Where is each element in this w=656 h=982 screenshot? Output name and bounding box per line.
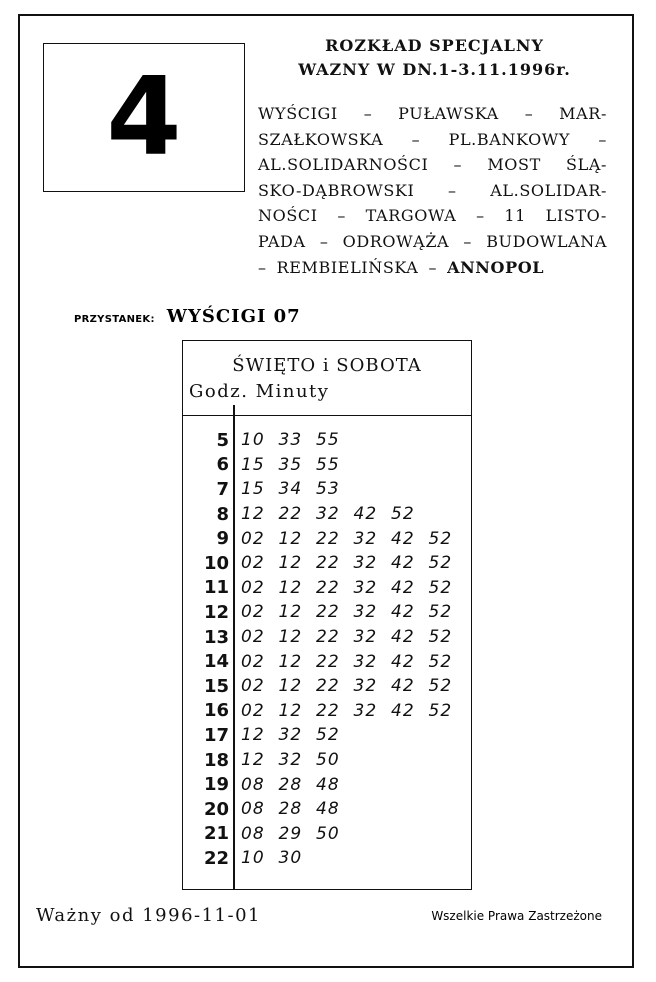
minute-value: 48 bbox=[316, 774, 340, 795]
minute-value: 42 bbox=[391, 651, 415, 672]
minute-value: 10 bbox=[241, 848, 265, 869]
route-word: – bbox=[428, 257, 438, 277]
hour-cell: 6 bbox=[216, 454, 229, 476]
minute-value: 02 bbox=[241, 651, 265, 672]
minute-value: 10 bbox=[241, 430, 265, 451]
timetable bbox=[182, 340, 472, 890]
stop-label: PRZYSTANEK: bbox=[74, 314, 155, 325]
minute-value: 22 bbox=[316, 627, 340, 648]
route-word: – bbox=[453, 155, 463, 175]
schedule-header bbox=[262, 34, 607, 82]
hour-cell: 7 bbox=[216, 478, 229, 500]
route-word: NOŚCI bbox=[258, 206, 318, 226]
minute-value: 32 bbox=[353, 651, 378, 672]
route-word: 11 bbox=[504, 206, 526, 226]
minute-value: 52 bbox=[428, 577, 453, 598]
minute-value: 22 bbox=[316, 528, 340, 549]
timetable-rows bbox=[183, 428, 471, 871]
route-word: SZAŁKOWSKA bbox=[258, 129, 384, 149]
minute-value: 42 bbox=[391, 676, 415, 697]
timetable-header bbox=[183, 341, 471, 416]
columns-label: Godz. Minuty bbox=[189, 381, 330, 402]
route-word: ODROWĄŻA bbox=[342, 231, 450, 251]
minute-value: 52 bbox=[428, 627, 453, 648]
hour-cell: 11 bbox=[203, 577, 229, 599]
rights-notice: Wszelkie Prawa Zastrzeżone bbox=[431, 909, 602, 923]
table-row bbox=[183, 477, 471, 502]
table-row bbox=[183, 576, 471, 601]
minute-value: 32 bbox=[353, 676, 378, 697]
table-row bbox=[183, 649, 471, 674]
minutes-cell bbox=[241, 750, 354, 770]
minute-value: 08 bbox=[241, 799, 265, 820]
minute-value: 29 bbox=[278, 823, 303, 844]
valid-from: Ważny od 1996-11-01 bbox=[36, 905, 261, 926]
table-row bbox=[183, 453, 471, 478]
minute-value: 32 bbox=[353, 528, 378, 549]
minute-value: 08 bbox=[241, 823, 265, 844]
minute-value: 53 bbox=[316, 479, 340, 500]
minute-value: 55 bbox=[316, 454, 340, 475]
minute-value: 30 bbox=[278, 848, 303, 869]
minute-value: 02 bbox=[241, 577, 265, 598]
minute-value: 12 bbox=[241, 504, 265, 525]
minute-value: 32 bbox=[278, 750, 303, 771]
table-row bbox=[183, 797, 471, 822]
route-word: AL.SOLIDAR- bbox=[490, 180, 607, 200]
route-word: MOST bbox=[487, 155, 541, 175]
minutes-cell bbox=[241, 529, 466, 549]
minute-value: 52 bbox=[428, 528, 453, 549]
minute-value: 22 bbox=[316, 676, 340, 697]
table-row bbox=[183, 502, 471, 527]
route-line bbox=[258, 127, 607, 153]
route-word: BUDOWLANA bbox=[486, 231, 607, 251]
minute-value: 32 bbox=[316, 504, 340, 525]
minute-value: 12 bbox=[278, 700, 303, 721]
minute-value: 12 bbox=[278, 602, 303, 623]
minutes-cell bbox=[241, 775, 354, 795]
minute-value: 52 bbox=[428, 700, 453, 721]
minute-value: 22 bbox=[278, 504, 303, 525]
route-word: TARGOWA bbox=[365, 206, 457, 226]
minute-value: 12 bbox=[278, 577, 303, 598]
hour-cell: 19 bbox=[203, 774, 229, 796]
minutes-cell bbox=[241, 553, 466, 573]
hour-cell: 14 bbox=[203, 651, 229, 673]
minute-value: 02 bbox=[241, 528, 265, 549]
route-word: MAR- bbox=[559, 104, 607, 123]
minutes-cell bbox=[241, 848, 316, 868]
hour-cell: 10 bbox=[203, 552, 229, 574]
minutes-cell bbox=[241, 479, 354, 499]
minute-value: 52 bbox=[316, 725, 340, 746]
minutes-cell bbox=[241, 652, 466, 672]
route-word: PL.BANKOWY bbox=[448, 129, 571, 149]
minute-value: 12 bbox=[241, 725, 265, 746]
minute-value: 42 bbox=[391, 627, 415, 648]
minutes-cell bbox=[241, 799, 354, 819]
minute-value: 12 bbox=[278, 528, 303, 549]
route-word: – bbox=[363, 104, 373, 123]
minute-value: 32 bbox=[353, 577, 378, 598]
line-number: 4 bbox=[106, 54, 182, 180]
table-row bbox=[183, 723, 471, 748]
line-number-box bbox=[43, 43, 245, 192]
hour-cell: 5 bbox=[216, 429, 229, 451]
route-word: – bbox=[411, 129, 421, 149]
minute-value: 02 bbox=[241, 676, 265, 697]
minute-value: 08 bbox=[241, 774, 265, 795]
minute-value: 22 bbox=[316, 651, 340, 672]
minute-value: 12 bbox=[278, 553, 303, 574]
route-word: – bbox=[524, 104, 534, 123]
minute-value: 42 bbox=[391, 602, 415, 623]
route-line bbox=[258, 229, 607, 255]
minute-value: 12 bbox=[278, 651, 303, 672]
schedule-title: ROZKŁAD SPECJALNY bbox=[325, 36, 544, 55]
minute-value: 15 bbox=[241, 454, 265, 475]
route-word: – bbox=[463, 231, 473, 251]
route-word: WYŚCIGI bbox=[258, 104, 338, 123]
route-word: – bbox=[337, 206, 346, 226]
hour-cell: 22 bbox=[203, 847, 229, 869]
table-row bbox=[183, 551, 471, 576]
minutes-cell bbox=[241, 430, 354, 450]
minutes-cell bbox=[241, 455, 354, 475]
table-row bbox=[183, 428, 471, 453]
minute-value: 55 bbox=[316, 430, 340, 451]
day-type: ŚWIĘTO i SOBOTA bbox=[232, 355, 422, 376]
minute-value: 42 bbox=[391, 700, 415, 721]
route-word: – bbox=[258, 257, 267, 277]
minute-value: 34 bbox=[278, 479, 303, 500]
route-word: SKO-DĄBROWSKI bbox=[258, 180, 415, 200]
table-row bbox=[183, 600, 471, 625]
schedule-validity: WAZNY W DN.1-3.11.1996r. bbox=[298, 60, 571, 79]
minute-value: 32 bbox=[278, 725, 303, 746]
minute-value: 42 bbox=[353, 504, 378, 525]
table-row bbox=[183, 526, 471, 551]
minute-value: 12 bbox=[278, 676, 303, 697]
minutes-cell bbox=[241, 701, 466, 721]
minute-value: 02 bbox=[241, 627, 265, 648]
hour-cell: 9 bbox=[216, 528, 229, 550]
stop-name: WYŚCIGI 07 bbox=[166, 306, 301, 327]
minute-value: 28 bbox=[278, 774, 303, 795]
hour-cell: 16 bbox=[203, 700, 229, 722]
route-word: – bbox=[598, 129, 607, 149]
hour-cell: 17 bbox=[203, 724, 229, 746]
route-word: ANNOPOL bbox=[447, 257, 545, 277]
minute-value: 52 bbox=[428, 651, 453, 672]
hour-cell: 21 bbox=[203, 823, 229, 845]
minute-value: 28 bbox=[278, 799, 303, 820]
table-row bbox=[183, 846, 471, 871]
table-row bbox=[183, 674, 471, 699]
minute-value: 02 bbox=[241, 700, 265, 721]
minutes-cell bbox=[241, 676, 466, 696]
minutes-cell bbox=[241, 504, 429, 524]
minute-value: 35 bbox=[278, 454, 303, 475]
route-word: – bbox=[319, 231, 329, 251]
table-row bbox=[183, 772, 471, 797]
route-word: PADA bbox=[258, 231, 306, 251]
minute-value: 02 bbox=[241, 553, 265, 574]
minute-value: 50 bbox=[316, 823, 340, 844]
minutes-cell bbox=[241, 578, 466, 598]
minute-value: 50 bbox=[316, 750, 340, 771]
minute-value: 42 bbox=[391, 528, 415, 549]
table-row bbox=[183, 748, 471, 773]
route-word: LISTO- bbox=[545, 206, 607, 226]
table-row bbox=[183, 822, 471, 847]
minutes-cell bbox=[241, 824, 354, 844]
minute-value: 15 bbox=[241, 479, 265, 500]
route-line bbox=[258, 178, 607, 204]
route-line bbox=[258, 101, 607, 127]
route-word: ŚLĄ- bbox=[566, 155, 607, 175]
minutes-cell bbox=[241, 627, 466, 647]
minute-value: 52 bbox=[428, 602, 453, 623]
minute-value: 22 bbox=[316, 553, 340, 574]
stop-info bbox=[74, 306, 301, 327]
minute-value: 42 bbox=[391, 553, 415, 574]
minute-value: 42 bbox=[391, 577, 415, 598]
hour-cell: 12 bbox=[203, 601, 229, 623]
minute-value: 33 bbox=[278, 430, 303, 451]
minute-value: 22 bbox=[316, 602, 340, 623]
minute-value: 32 bbox=[353, 700, 378, 721]
minute-value: 22 bbox=[316, 577, 340, 598]
minutes-cell bbox=[241, 725, 354, 745]
hour-cell: 15 bbox=[203, 675, 229, 697]
route-line bbox=[258, 255, 607, 281]
minute-value: 48 bbox=[316, 799, 340, 820]
minute-value: 02 bbox=[241, 602, 265, 623]
minute-value: 22 bbox=[316, 700, 340, 721]
table-row bbox=[183, 625, 471, 650]
route-word: PUŁAWSKA bbox=[398, 104, 499, 123]
minutes-cell bbox=[241, 602, 466, 622]
minute-value: 52 bbox=[391, 504, 415, 525]
minute-value: 32 bbox=[353, 602, 378, 623]
route-word: – bbox=[448, 180, 457, 200]
route-description bbox=[258, 101, 607, 280]
minute-value: 12 bbox=[241, 750, 265, 771]
route-word: AL.SOLIDARNOŚCI bbox=[258, 155, 429, 175]
hour-cell: 20 bbox=[203, 798, 229, 820]
route-line bbox=[258, 152, 607, 178]
hour-cell: 18 bbox=[203, 749, 229, 771]
minute-value: 52 bbox=[428, 553, 453, 574]
route-word: – bbox=[476, 206, 485, 226]
minute-value: 12 bbox=[278, 627, 303, 648]
hour-cell: 8 bbox=[216, 503, 229, 525]
minute-value: 32 bbox=[353, 627, 378, 648]
hour-cell: 13 bbox=[203, 626, 229, 648]
minute-value: 52 bbox=[428, 676, 453, 697]
table-row bbox=[183, 699, 471, 724]
minute-value: 32 bbox=[353, 553, 378, 574]
route-word: REMBIELIŃSKA bbox=[276, 257, 419, 277]
route-line bbox=[258, 203, 607, 229]
